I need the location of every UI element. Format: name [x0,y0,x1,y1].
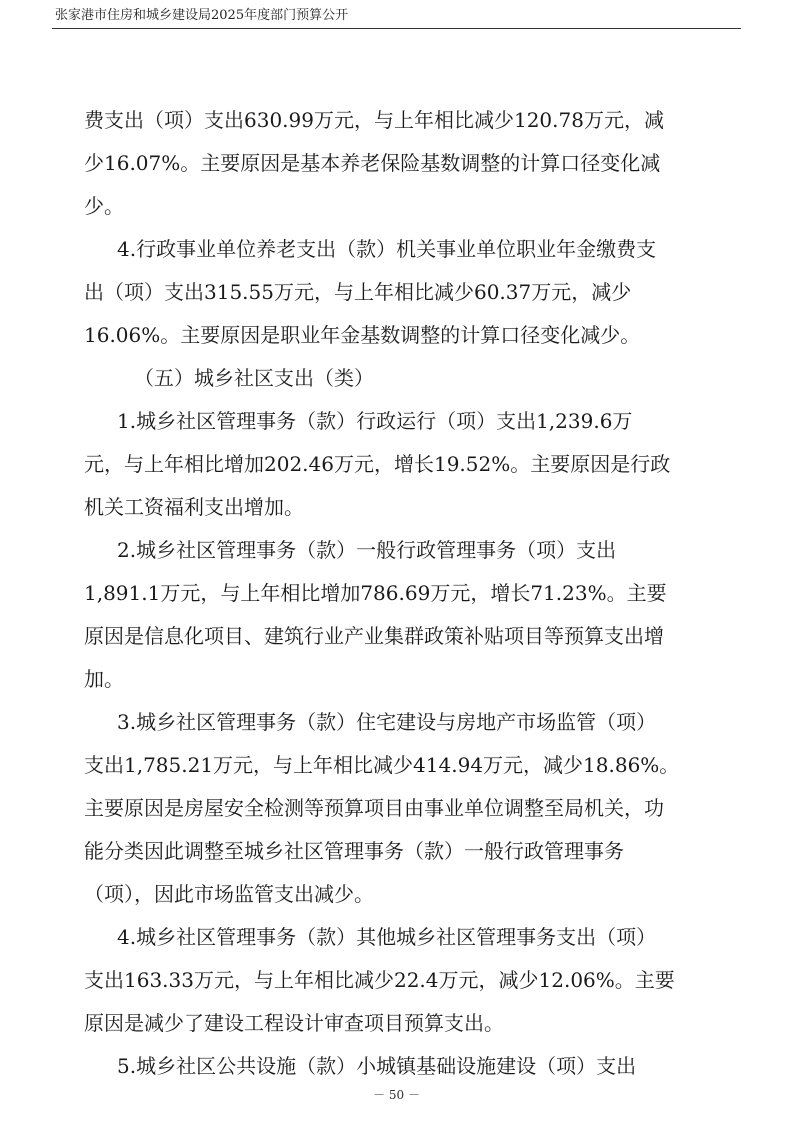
text-line: 支出1,785.21万元，与上年相比减少414.94万元，减少18.86%。 [84,753,680,777]
text-line: 少16.07%。主要原因是基本养老保险基数调整的计算口径变化减 [84,151,661,175]
text-line: 少。 [84,194,124,218]
section-heading: （五）城乡社区支出（类） [134,366,374,390]
text-line: 主要原因是房屋安全检测等预算项目由事业单位调整至局机关，功 [84,796,664,820]
text-line: 原因是信息化项目、建筑行业产业集群政策补贴项目等预算支出增 [84,624,664,648]
document-body [84,99,714,1088]
header-divider [52,28,741,29]
text-line: 5.城乡社区公共设施（款）小城镇基础设施建设（项）支出 [117,1054,637,1078]
text-line: 16.06%。主要原因是职业年金基数调整的计算口径变化减少。 [84,323,641,347]
text-line: 4.城乡社区管理事务（款）其他城乡社区管理事务支出（项） [117,925,657,949]
text-line: 原因是减少了建设工程设计审查项目预算支出。 [84,1011,504,1035]
text-line: 支出163.33万元，与上年相比减少22.4万元，减少12.06%。主要 [84,968,675,992]
text-line: 元，与上年相比增加202.46万元，增长19.52%。主要原因是行政 [84,452,671,476]
text-line: 加。 [84,667,124,691]
text-line: 出（项）支出315.55万元，与上年相比减少60.37万元，减少 [84,280,632,304]
text-line: 机关工资福利支出增加。 [84,495,304,519]
text-line: 3.城乡社区管理事务（款）住宅建设与房地产市场监管（项） [117,710,657,734]
text-line: 2.城乡社区管理事务（款）一般行政管理事务（项）支出 [117,538,617,562]
document-header-title: 张家港市住房和城乡建设局2025年度部门预算公开 [55,8,349,23]
text-line: 1,891.1万元，与上年相比增加786.69万元，增长71.23%。主要 [84,581,667,605]
text-line: 费支出（项）支出630.99万元，与上年相比减少120.78万元，减 [84,108,664,132]
text-line: （项），因此市场监管支出减少。 [84,882,374,906]
text-line: 4.行政事业单位养老支出（款）机关事业单位职业年金缴费支 [117,237,657,261]
page-number: － 50 － [373,1088,420,1102]
text-line: 1.城乡社区管理事务（款）行政运行（项）支出1,239.6万 [117,409,633,433]
text-line: 能分类因此调整至城乡社区管理事务（款）一般行政管理事务 [84,839,624,863]
